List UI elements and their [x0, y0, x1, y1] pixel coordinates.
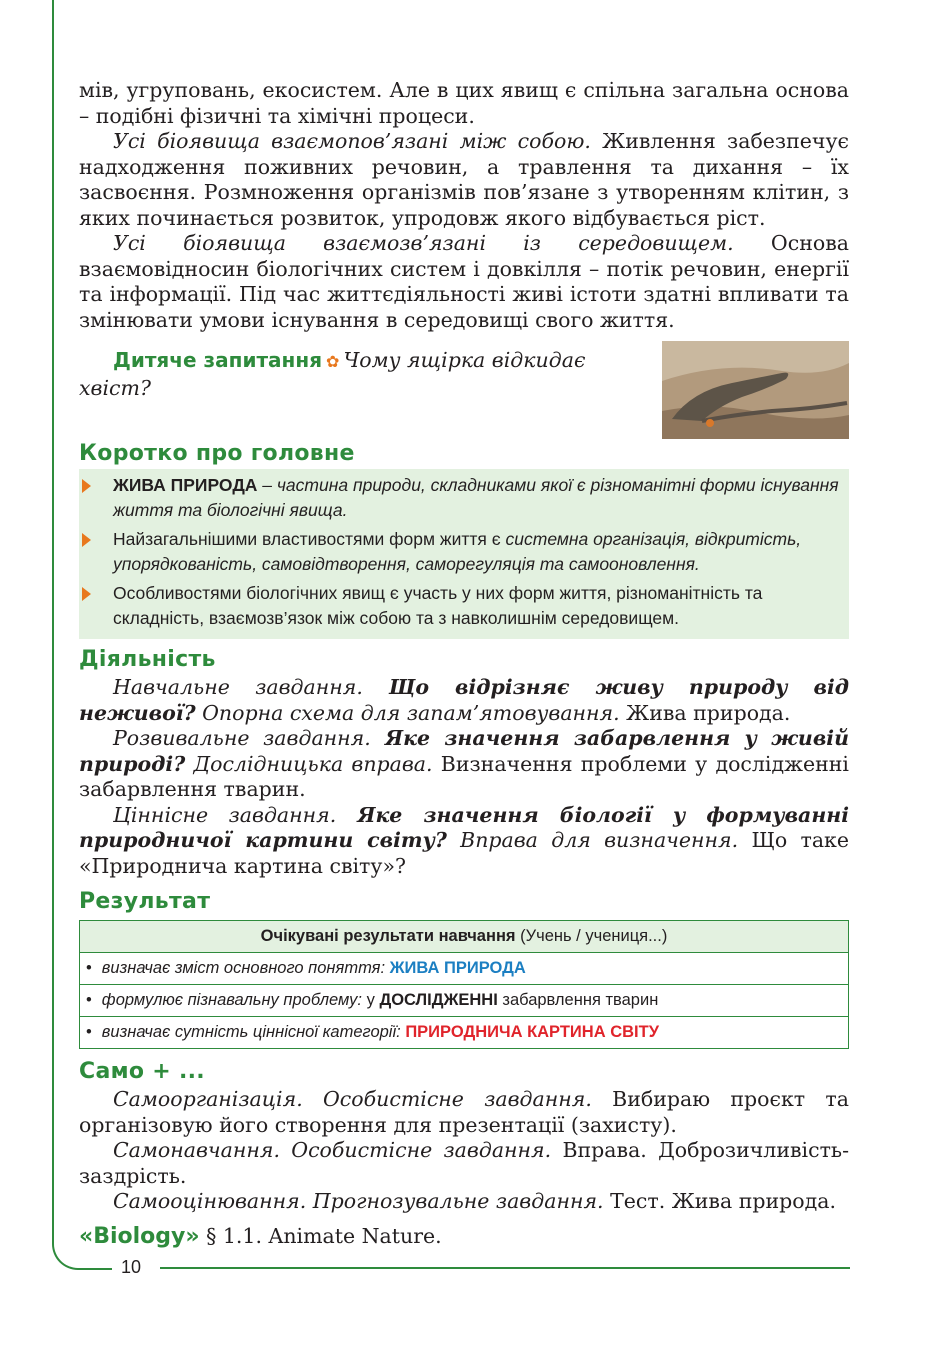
task-type: Вправа для визначення. — [446, 828, 739, 852]
summary-item — [79, 581, 843, 631]
self-task-text: Вправа. Доброзичливість-заздрість. — [79, 1138, 850, 1188]
intro-paragraph-3 — [79, 231, 849, 333]
task-label: Розвивальне завдання. — [113, 726, 371, 750]
result-mid: у — [366, 991, 380, 1009]
result-lead: формулює пізнавальну проблему: — [101, 991, 367, 1009]
task-question: Яке значення забарвлення у живій природі? — [79, 726, 849, 776]
page-content — [79, 78, 849, 1252]
question-title: Дитяче запитання — [113, 348, 323, 372]
bullet-icon: • — [86, 991, 92, 1009]
self-heading: Само + ... — [79, 1059, 205, 1084]
result-keyword: ДОСЛІДЖЕННІ — [379, 991, 498, 1009]
self-task-label: Самонавчання. Особистісне завдання. — [113, 1138, 552, 1162]
children-question — [79, 341, 849, 439]
question-text-block — [79, 347, 644, 402]
activity-heading: Діяльність — [79, 647, 216, 672]
result-heading: Результат — [79, 889, 211, 914]
task-label: Ціннісне завдання. — [113, 802, 337, 827]
results-header-cell — [80, 921, 849, 953]
intro-paragraph-2-italic: Усі біоявища взаємопов’язані між собою. — [113, 129, 591, 153]
self-task-text: Вибираю проєкт та організовую його створення для презентації (захисту). — [79, 1087, 849, 1137]
biology-reference — [79, 1221, 849, 1252]
activity-paragraph-2 — [79, 726, 849, 803]
summary-text: – частина природи, складниками якої є різноманітні форми існування життя та біологічні явища. — [113, 475, 839, 520]
self-task-label: Самоорганізація. Особистісне завдання. — [113, 1087, 592, 1111]
summary-lead: Особливостями біологічних явищ є участь у них форм життя, різноманітність та складність, взаємозв’язок між собою та з навколишнім середовищем. — [113, 583, 763, 628]
result-keyword: ПРИРОДНИЧА КАРТИНА СВІТУ — [405, 1023, 659, 1041]
footer-divider — [160, 1267, 850, 1269]
summary-item — [79, 473, 843, 523]
arrow-icon — [82, 587, 91, 601]
intro-paragraph-2 — [79, 129, 849, 231]
task-label: Навчальне завдання. — [113, 675, 363, 699]
activity-paragraph-3 — [79, 803, 849, 880]
intro-paragraph-3-rest: Основа взаємовідносин біологічних систем і довкілля – потік речовин, енергії та інформації. Під час життєдіяльності живі істоти здатні впливати та змінювати умови існування в середовищі свого життя. — [79, 231, 849, 332]
summary-keyword: ЖИВА ПРИРОДА — [113, 475, 258, 495]
bullet-icon: • — [86, 959, 92, 977]
flower-icon: ✿ — [326, 352, 340, 371]
result-lead: визначає сутність ціннісної категорії: — [101, 1023, 406, 1041]
self-task-label: Самооцінювання. Прогнозувальне завдання. — [113, 1189, 604, 1213]
results-table — [79, 920, 849, 1049]
intro-paragraph-1: мів, угруповань, екосистем. Але в цих явищ є спільна загальна основа – подібні фізичні та хімічні процеси. — [79, 78, 849, 128]
summary-box — [79, 469, 849, 639]
results-cell — [80, 985, 849, 1017]
result-keyword: ЖИВА ПРИРОДА — [389, 959, 526, 977]
results-table-header — [80, 921, 849, 953]
task-topic: Визначення проблеми у дослідженні забарвлення тварин. — [79, 751, 849, 801]
result-tail: забарвлення тварин — [497, 991, 659, 1009]
lizard-photo — [662, 341, 849, 439]
summary-heading: Коротко про головне — [79, 441, 355, 466]
results-cell — [80, 1017, 849, 1049]
result-lead: визначає зміст основного поняття: — [101, 959, 390, 977]
task-topic: Жива природа. — [619, 700, 791, 725]
arrow-icon — [82, 479, 91, 493]
results-cell — [80, 953, 849, 985]
task-topic: Що таке «Природнича картина світу»? — [79, 828, 849, 878]
table-row — [80, 953, 849, 985]
question-text: Чому ящірка відкидає хвіст? — [79, 348, 586, 400]
intro-paragraph-2-rest: Живлення забезпечує надходження поживних речовин, а травлення та дихання – їх засвоєння. Розмноження організмів пов’язане з утворенням клітин, з яких починається розвиток, упродовж якого відбувається ріст. — [79, 129, 850, 230]
task-type: Опорна схема для запам’ятовування. — [195, 700, 620, 725]
results-header-rest: (Учень / учениця...) — [515, 927, 668, 945]
biology-text: § 1.1. Animate Nature. — [199, 1223, 442, 1248]
table-row — [80, 1017, 849, 1049]
biology-title: «Biology» — [79, 1223, 200, 1249]
activity-paragraph-1 — [79, 675, 849, 726]
task-question: Яке значення біології у формуванні природничої картини світу? — [79, 802, 849, 852]
task-type: Дослідницька вправа. — [185, 751, 433, 776]
self-paragraph-1 — [79, 1087, 849, 1138]
self-task-text: Тест. Жива природа. — [603, 1189, 836, 1213]
summary-lead: Найзагальнішими властивостями форм життя є — [113, 529, 506, 549]
page-number: 10 — [121, 1257, 142, 1277]
bullet-icon: • — [86, 1023, 92, 1041]
intro-paragraph-3-italic: Усі біоявища взаємозв’язані із середовищем. — [113, 231, 734, 255]
arrow-icon — [82, 533, 91, 547]
summary-text: системна організація, відкритість, упорядкованість, самовідтворення, саморегуляція та самооновлення. — [113, 529, 802, 574]
self-paragraph-2 — [79, 1138, 849, 1189]
table-row — [80, 985, 849, 1017]
lizard-photo-icon — [662, 341, 849, 439]
self-paragraph-3 — [79, 1189, 849, 1215]
task-question: Що відрізняє живу природу від неживої? — [79, 675, 850, 725]
results-header-bold: Очікувані результати навчання — [260, 927, 516, 945]
summary-item — [79, 527, 843, 577]
